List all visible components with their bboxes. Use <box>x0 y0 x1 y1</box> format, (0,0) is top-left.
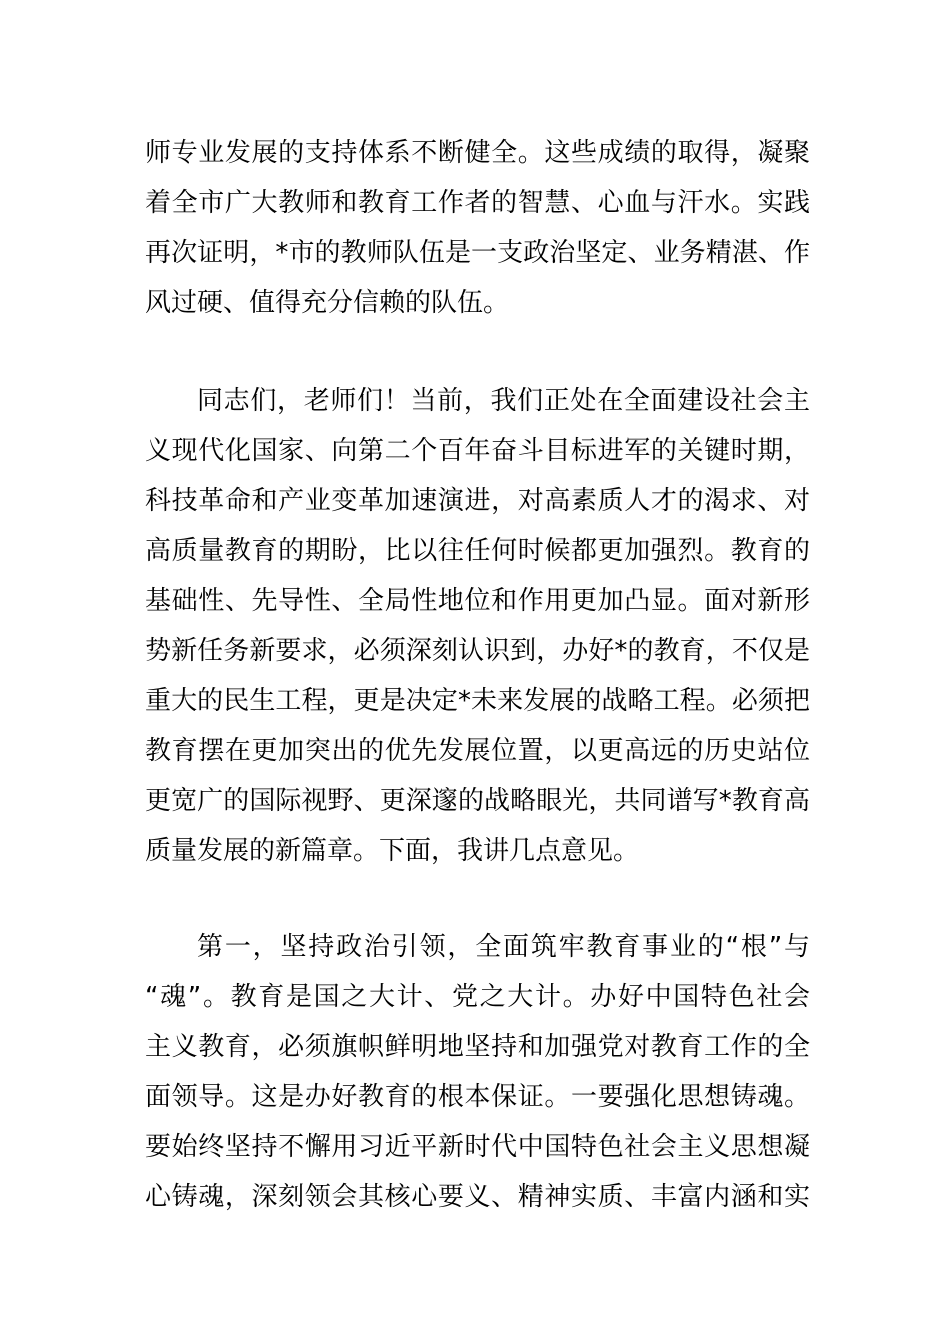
paragraph-2 <box>145 376 810 876</box>
paragraph-3 <box>145 922 810 1222</box>
paragraph-line: 主义教育，必须旗帜鲜明地坚持和加强党对教育工作的全 <box>145 1032 810 1062</box>
paragraph-line: 教育摆在更加突出的优先发展位置，以更高远的历史站位 <box>145 736 810 766</box>
paragraph-line: 更宽广的国际视野、更深邃的战略眼光，共同谱写*教育高 <box>145 786 810 816</box>
paragraph-line: 义现代化国家、向第二个百年奋斗目标进军的关键时期， <box>145 436 810 466</box>
paragraph-line: 再次证明，*市的教师队伍是一支政治坚定、业务精湛、作 <box>145 238 810 268</box>
paragraph-line: 第一，坚持政治引领，全面筑牢教育事业的“根”与 <box>197 932 810 962</box>
paragraph-line: 高质量教育的期盼，比以往任何时候都更加强烈。教育的 <box>145 536 810 566</box>
paragraph-line: 势新任务新要求，必须深刻认识到，办好*的教育，不仅是 <box>145 636 810 666</box>
paragraph-line: 风过硬、值得充分信赖的队伍。 <box>145 288 510 318</box>
paragraph-1 <box>145 128 810 328</box>
paragraph-line: “魂”。教育是国之大计、党之大计。办好中国特色社会 <box>145 982 810 1012</box>
paragraph-line: 科技革命和产业变革加速演进，对高素质人才的渴求、对 <box>145 486 810 516</box>
paragraph-line: 心铸魂，深刻领会其核心要义、精神实质、丰富内涵和实 <box>145 1182 810 1212</box>
paragraph-line: 基础性、先导性、全局性地位和作用更加凸显。面对新形 <box>145 586 810 616</box>
paragraph-line: 质量发展的新篇章。下面，我讲几点意见。 <box>145 836 640 866</box>
paragraph-line: 师专业发展的支持体系不断健全。这些成绩的取得，凝聚 <box>145 138 810 168</box>
paragraph-line: 同志们，老师们！当前，我们正处在全面建设社会主 <box>197 386 810 416</box>
paragraph-line: 着全市广大教师和教育工作者的智慧、心血与汗水。实践 <box>145 188 810 218</box>
paragraph-line: 重大的民生工程，更是决定*未来发展的战略工程。必须把 <box>145 686 810 716</box>
paragraph-line: 要始终坚持不懈用习近平新时代中国特色社会主义思想凝 <box>145 1132 810 1162</box>
paragraph-line: 面领导。这是办好教育的根本保证。一要强化思想铸魂。 <box>145 1082 810 1112</box>
